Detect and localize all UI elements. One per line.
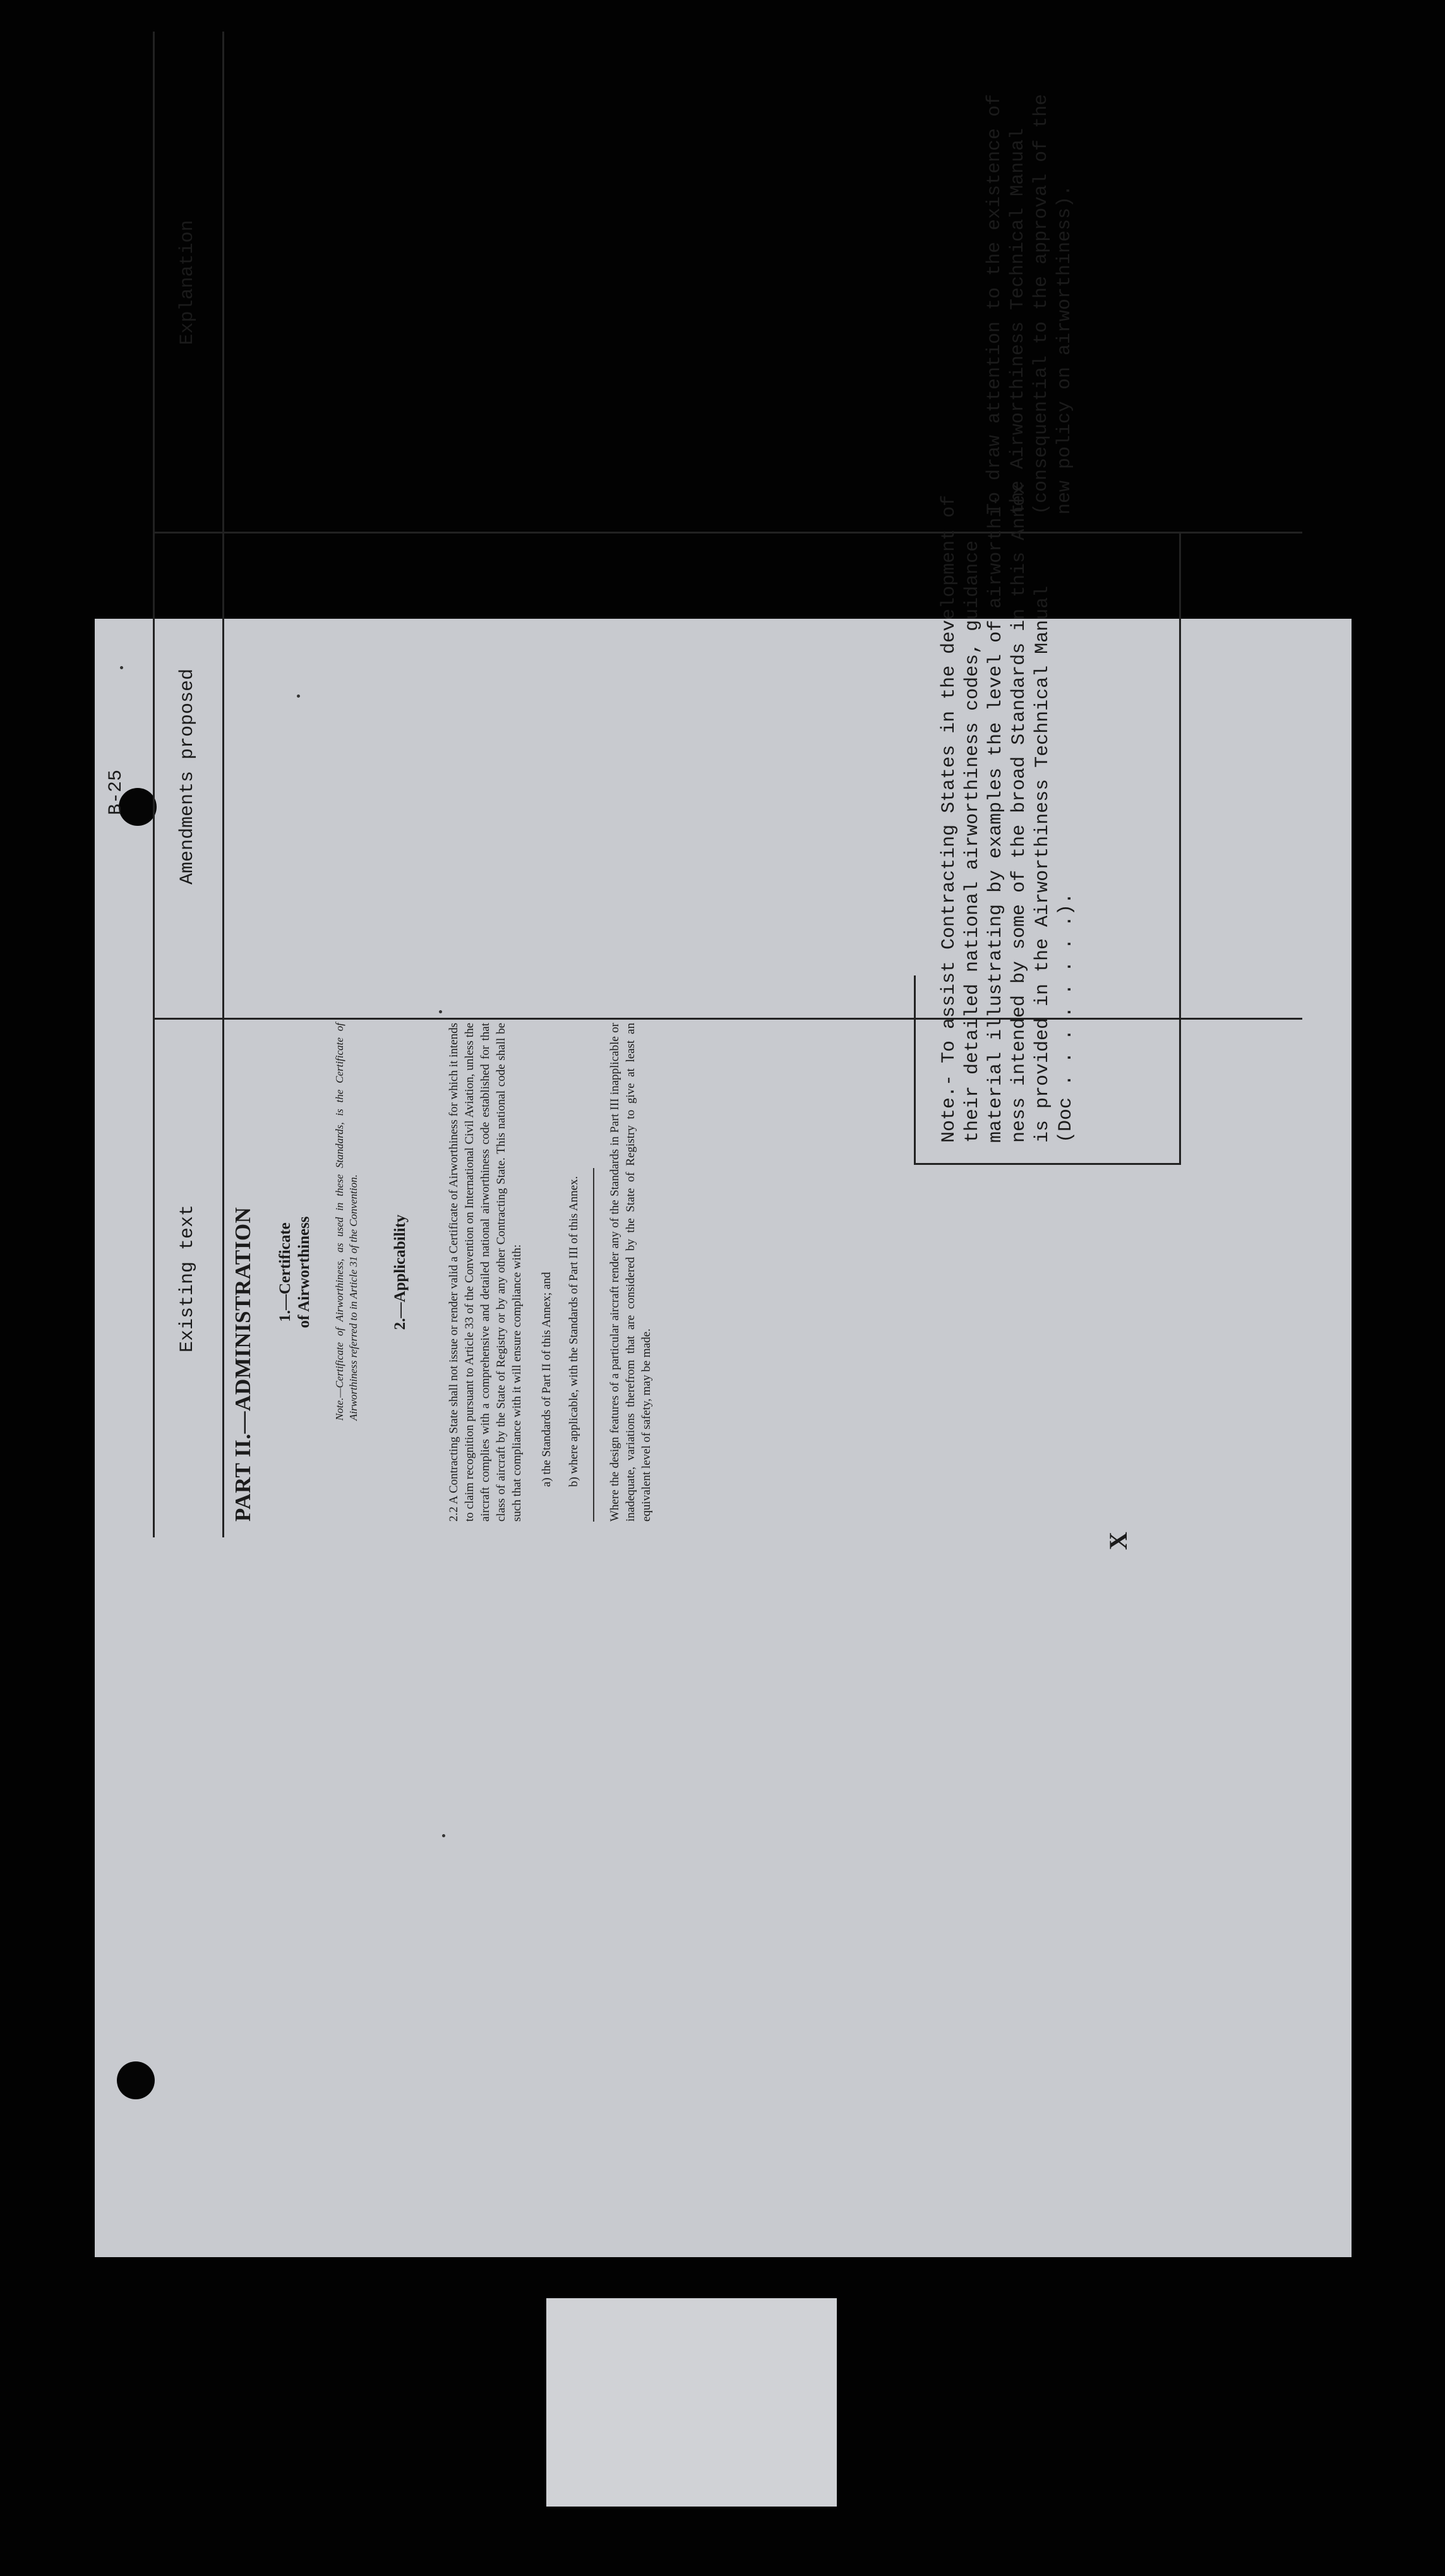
header-amendments-proposed: Amendments proposed <box>177 668 198 885</box>
amendment-note-bottom-rule <box>1179 534 1181 1165</box>
existing-text-column <box>231 1023 668 1522</box>
header-existing-text: Existing text <box>177 1204 198 1353</box>
margin-x-mark: X <box>1104 1532 1132 1550</box>
amendment-note-top-rule <box>914 975 916 1165</box>
explanation-line: the Airworthiness Technical Manual <box>1007 128 1029 515</box>
explanation-line: To draw attention to the existence of <box>984 93 1005 515</box>
header-explanation: Explanation <box>177 220 198 345</box>
film-target-slip <box>546 2298 837 2507</box>
table-header-rule <box>222 32 224 1537</box>
speck <box>442 1834 445 1837</box>
section-rule <box>593 1168 594 1522</box>
amendment-line: is provided in the Airworthiness Technical Manual <box>1032 585 1053 1143</box>
amendment-line: (Doc . . . . . . . .). <box>1055 892 1077 1143</box>
paragraph-design-variations: Where the design features of a particular aircraft render any of the Standards in Part III inapplicable or inadequate, variations therefrom that are considered by the State of Registry to give at least an equivalent level of safety, may be made. <box>608 1023 653 1522</box>
explanation-line: new policy on airworthiness). <box>1054 184 1076 515</box>
page-number: B-25 <box>105 770 127 816</box>
amendment-line: Note.- To assist Contracting States in the development of <box>938 494 960 1143</box>
section2-title: 2.—Applicability <box>392 1214 409 1330</box>
section1-title-line1: 1.—Certificate <box>277 1222 294 1322</box>
section1-title-line2: of Airworthiness <box>296 1216 313 1328</box>
explanation-column <box>983 35 1077 515</box>
paragraph-2-2: 2.2 A Contracting State shall not issue or render valid a Certificate of Airworthiness for which it intends to claim recognition pursuant to Article 33 of the Convention on International Civil Aviation, unless the aircraft complies with a comprehensive and detailed national airworthiness code established for that class of aircraft by the State of Registry or by any other Contracting State. This national code shall be such that compliance with it will ensure compliance with: <box>447 1023 524 1522</box>
amendments-column <box>914 483 1179 1165</box>
amendment-line: their detailed national airworthiness codes, guidance <box>962 540 983 1143</box>
list-item-b: b) where applicable, with the Standards of Part III of this Annex. <box>567 1176 580 1487</box>
rotated-page-content <box>105 32 1309 1550</box>
amendment-line: material illustrating by examples the level of airworthi- <box>985 494 1007 1143</box>
list-item-a: a) the Standards of Part II of this Annex; and <box>540 1272 553 1487</box>
part-title: PART II.—ADMINISTRATION <box>231 1207 255 1522</box>
punch-hole-bottom <box>117 2061 155 2099</box>
airworthiness-note: Note.—Certificate of Airworthiness, as used in these Standards, is the Certificate of Airworthiness referred to in Article 31 of the Convention. <box>333 1023 359 1421</box>
speck <box>120 666 123 669</box>
amendment-line: ness intended by some of the broad Standards in this Annex <box>1009 483 1030 1143</box>
explanation-line: (consequential to the approval of the <box>1031 93 1052 515</box>
